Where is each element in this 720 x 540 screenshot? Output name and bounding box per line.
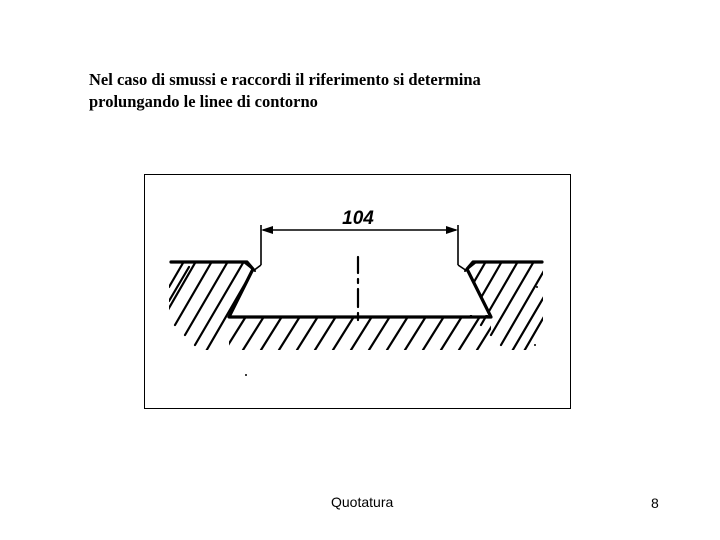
dimension-arrow-left (261, 226, 273, 234)
slide-heading (89, 69, 609, 113)
stray-mark (245, 374, 247, 376)
page-number: 8 (651, 495, 659, 511)
dimension-value: 104 (342, 208, 374, 229)
heading-line-1: Nel caso di smussi e raccordi il riferimento si determina (89, 70, 481, 89)
stray-mark (534, 344, 536, 346)
dimension-arrow-right (446, 226, 458, 234)
left-hatching (165, 263, 257, 353)
chamfer-dimension-drawing (144, 174, 571, 409)
heading-line-2: prolungando le linee di contorno (89, 92, 318, 111)
stray-mark (536, 286, 538, 288)
right-hatching (463, 263, 545, 353)
extension-lines (253, 225, 467, 271)
bottom-hatching (225, 318, 495, 350)
chamfer-ticks (245, 263, 475, 271)
technical-drawing-svg (145, 175, 572, 410)
slide-footer: Quotatura (331, 494, 394, 510)
